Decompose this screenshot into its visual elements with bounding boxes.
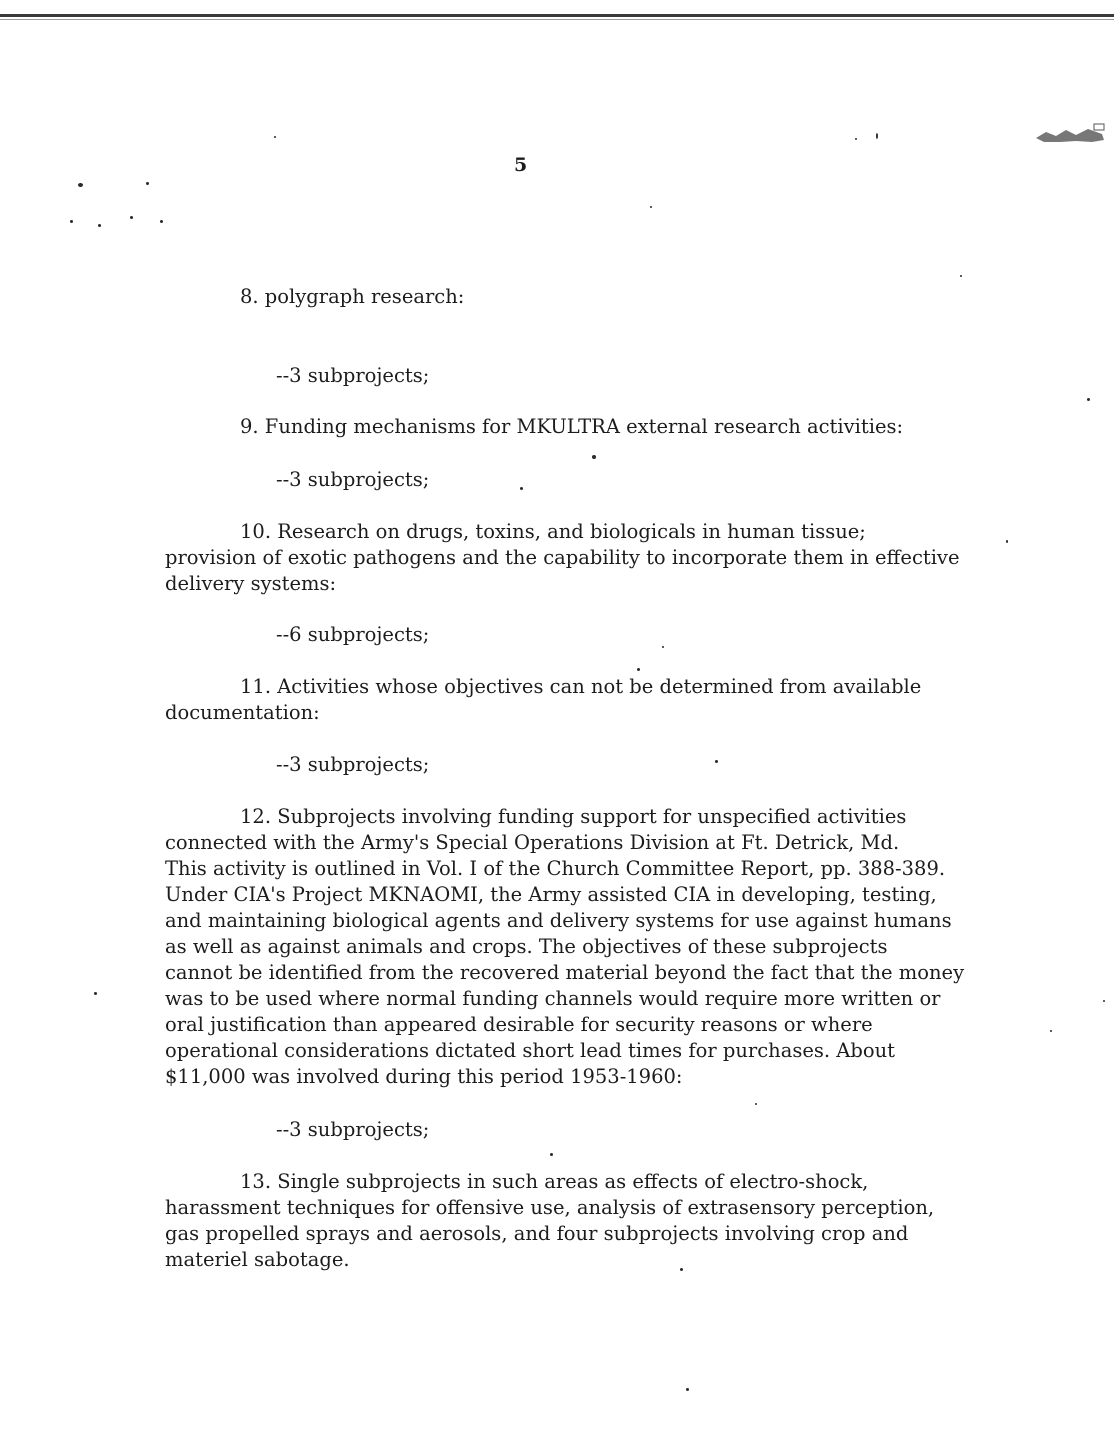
top-scan-border	[0, 14, 1114, 17]
item-8-subprojects: --3 subprojects;	[276, 364, 430, 387]
scan-speck	[876, 133, 878, 139]
item-12-line-4: Under CIA's Project MKNAOMI, the Army assisted CIA in developing, testing,	[165, 883, 937, 906]
scan-speck	[960, 275, 962, 277]
item-12-line-11: $11,000 was involved during this period 1953-1960:	[165, 1065, 683, 1088]
scan-speck	[592, 455, 596, 459]
item-12-line-7: cannot be identified from the recovered material beyond the fact that the money	[165, 961, 965, 984]
item-8-heading: 8. polygraph research:	[240, 285, 465, 308]
scan-speck	[637, 668, 640, 671]
scan-speck	[70, 220, 73, 223]
top-scan-border-shadow	[0, 19, 1114, 20]
scan-speck	[1050, 1030, 1052, 1032]
scan-speck	[274, 136, 276, 138]
item-9-subprojects: --3 subprojects;	[276, 468, 430, 491]
scan-speck	[160, 220, 163, 223]
item-10-line-2: provision of exotic pathogens and the capability to incorporate them in effective	[165, 546, 960, 569]
item-11-line-2: documentation:	[165, 701, 320, 724]
item-12-line-3: This activity is outlined in Vol. I of the Church Committee Report, pp. 388-389.	[165, 857, 946, 880]
scan-speck	[94, 992, 97, 995]
scan-speck	[662, 646, 664, 648]
scan-speck	[1087, 398, 1090, 401]
item-12-line-6: as well as against animals and crops. The objectives of these subprojects	[165, 935, 888, 958]
scan-speck	[680, 1268, 683, 1271]
item-12-line-1: 12. Subprojects involving funding support for unspecified activities	[240, 805, 907, 828]
item-10-line-3: delivery systems:	[165, 572, 337, 595]
item-12-subprojects: --3 subprojects;	[276, 1118, 430, 1141]
item-9-heading: 9. Funding mechanisms for MKULTRA external research activities:	[240, 415, 904, 438]
item-13-line-1: 13. Single subprojects in such areas as effects of electro-shock,	[240, 1170, 869, 1193]
scan-speck	[715, 760, 718, 763]
scan-speck	[1006, 540, 1008, 543]
scan-speck	[520, 487, 523, 490]
item-10-subprojects: --6 subprojects;	[276, 623, 430, 646]
scan-speck	[755, 1103, 757, 1105]
scan-speck	[130, 216, 133, 219]
item-12-line-10: operational considerations dictated short lead times for purchases. About	[165, 1039, 895, 1062]
item-11-line-1: 11. Activities whose objectives can not be determined from available	[240, 675, 922, 698]
item-12-line-8: was to be used where normal funding channels would require more written or	[165, 987, 941, 1010]
item-10-line-1: 10. Research on drugs, toxins, and biologicals in human tissue;	[240, 520, 866, 543]
scan-speck	[78, 183, 83, 187]
scan-speck	[550, 1153, 553, 1156]
scan-speck	[98, 224, 101, 227]
item-11-subprojects: --3 subprojects;	[276, 753, 430, 776]
item-13-line-3: gas propelled sprays and aerosols, and four subprojects involving crop and	[165, 1222, 909, 1245]
item-13-line-4: materiel sabotage.	[165, 1248, 350, 1271]
item-13-line-2: harassment techniques for offensive use, analysis of extrasensory perception,	[165, 1196, 935, 1219]
scan-speck	[1103, 1000, 1105, 1002]
scan-speck	[650, 206, 652, 208]
scan-speck	[855, 138, 857, 140]
scan-smudge-mark	[1032, 120, 1108, 146]
page-number: 5	[514, 154, 528, 176]
item-12-line-2: connected with the Army's Special Operations Division at Ft. Detrick, Md.	[165, 831, 900, 854]
item-12-line-9: oral justification than appeared desirable for security reasons or where	[165, 1013, 873, 1036]
scan-speck	[146, 182, 149, 185]
item-12-line-5: and maintaining biological agents and delivery systems for use against humans	[165, 909, 952, 932]
scan-speck	[686, 1388, 689, 1391]
